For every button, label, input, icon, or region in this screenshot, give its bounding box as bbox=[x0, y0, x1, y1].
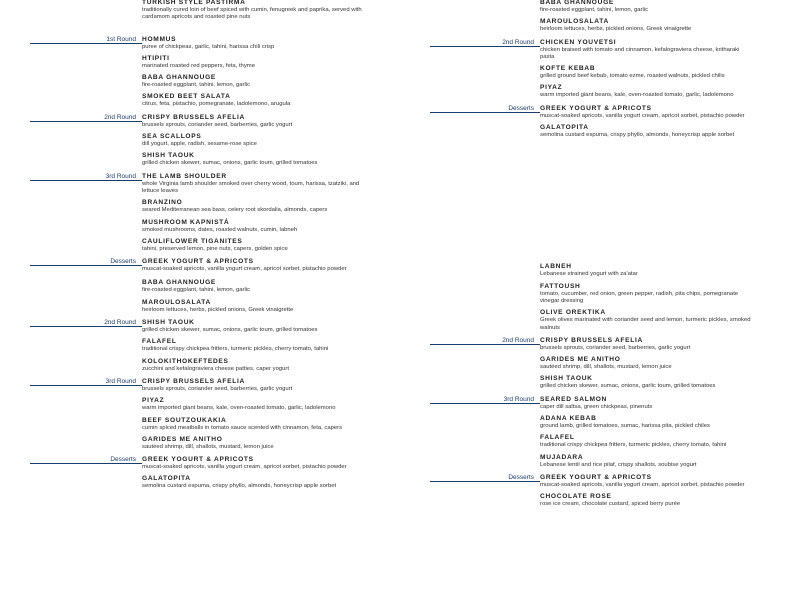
menu-section bbox=[502, 336, 752, 391]
menu-item bbox=[142, 93, 372, 108]
dish-description: puree of chickpeas, garlic, tahini, harissa chili crisp bbox=[142, 43, 275, 50]
dish-description: fire-roasted eggplant, tahini, lemon, garlic bbox=[142, 287, 251, 294]
dish-name: MAROULOSALATA bbox=[540, 18, 609, 26]
menu-item bbox=[142, 36, 372, 51]
dish-description: muscat-soaked apricots, vanilla yogurt cream, apricot sorbet, pistachio powder bbox=[142, 464, 347, 471]
dish-description: grilled chicken skewer, sumac, onions, garlic toum, grilled tomatoes bbox=[540, 383, 716, 390]
dish-name: GALATOPITA bbox=[540, 124, 589, 132]
dish-description: grilled chicken skewer, sumac, onions, garlic toum, grilled tomatoes bbox=[142, 327, 318, 334]
menu-item bbox=[142, 299, 372, 314]
menu-item bbox=[540, 396, 752, 411]
dish-description: seared Mediterranean sea bass, celery root skordalia, almonds, capers bbox=[142, 207, 328, 214]
dish-name: GALATOPITA bbox=[142, 475, 191, 483]
dish-description: muscat-soaked apricots, vanilla yogurt cream, apricot sorbet, pistachio powder bbox=[540, 112, 745, 119]
dish-description: Lebanese lentil and rice pilaf, crispy shallots, soubise yogurt bbox=[540, 461, 697, 468]
dish-name: SEA SCALLOPS bbox=[142, 133, 202, 141]
dish-description: semolina custard espuma, crispy phyllo, almonds, honeycrisp apple sorbet bbox=[540, 132, 735, 139]
dish-name: CAULIFLOWER TIGANITES bbox=[142, 237, 243, 245]
dish-description: traditionally cured loin of beef spiced with cumin, fenugreek and paprika, served with cardamom apricots and roasted pine nuts bbox=[142, 7, 362, 21]
dish-name: PIYAZ bbox=[540, 84, 563, 92]
dish-name: BABA GHANNOUGE bbox=[142, 279, 217, 287]
menu-item bbox=[540, 415, 752, 430]
dish-name: SHISH TAOUK bbox=[142, 319, 195, 327]
round-label: 3rd Round bbox=[105, 377, 136, 385]
round-label: 3rd Round bbox=[105, 172, 136, 180]
dish-description: Greek olives marinated with coriander seed and lemon, turmeric pickles, smoked walnuts bbox=[540, 317, 751, 331]
dish-name: BEEF SOUTZOUKAKIA bbox=[142, 416, 227, 424]
dish-description: brussels sprouts, coriander seed, barberries, garlic yogurt bbox=[142, 121, 293, 128]
menu-item bbox=[142, 199, 372, 214]
dish-description: dill yogurt, apple, radish, sesame-rose spice bbox=[142, 141, 257, 148]
menu-item bbox=[142, 74, 372, 89]
menu-item bbox=[540, 105, 752, 120]
round-label: 2nd Round bbox=[104, 113, 136, 121]
menu-item bbox=[540, 39, 752, 62]
menu-section bbox=[508, 104, 752, 140]
dish-name: SMOKED BEET SALATA bbox=[142, 93, 231, 101]
dish-name: GREEK YOGURT & APRICOTS bbox=[540, 473, 652, 481]
section-divider bbox=[30, 180, 142, 181]
menu-section bbox=[142, 279, 372, 314]
dish-description: whole Virginia lamb shoulder smoked over cherry wood, toum, harissa, tzatziki, and lettuce leaves bbox=[142, 180, 360, 194]
menu-item bbox=[540, 375, 752, 390]
menu-section bbox=[105, 377, 372, 451]
dish-name: KOFTE KEBAB bbox=[540, 65, 596, 73]
section-divider bbox=[30, 43, 142, 44]
section-divider bbox=[30, 326, 142, 327]
dish-description: heirloom lettuces, herbs, pickled onions, Greek vinaigrette bbox=[540, 26, 692, 33]
round-label: 3rd Round bbox=[503, 395, 534, 403]
menu-item bbox=[540, 124, 752, 139]
left-column bbox=[104, 0, 372, 496]
menu-section bbox=[110, 258, 372, 273]
menu-item bbox=[142, 133, 372, 148]
dish-name: FALAFEL bbox=[540, 434, 575, 442]
dish-description: rose ice cream, chocolate custard, spiced berry purée bbox=[540, 501, 681, 508]
menu-item bbox=[142, 475, 372, 490]
dish-description: heirloom lettuces, herbs, pickled onions, Greek vinaigrette bbox=[142, 306, 294, 313]
section-divider bbox=[430, 46, 540, 47]
menu-section bbox=[502, 38, 752, 100]
section-divider bbox=[430, 403, 540, 404]
dish-description: fire-roasted eggplant, tahini, lemon, garlic bbox=[142, 82, 251, 89]
menu-item bbox=[142, 279, 372, 294]
dish-description: muscat-soaked apricots, vanilla yogurt cream, apricot sorbet, pistachio powder bbox=[540, 481, 745, 488]
dish-name: GREEK YOGURT & APRICOTS bbox=[540, 104, 652, 112]
dish-description: cumin spiced meatballs in tomato sauce scented with cinnamon, feta, capers bbox=[142, 424, 343, 431]
menu-item bbox=[540, 493, 752, 508]
round-label: 2nd Round bbox=[104, 319, 136, 327]
menu-section bbox=[105, 172, 372, 253]
menu-item bbox=[142, 258, 372, 273]
dish-name: LABNEH bbox=[540, 263, 572, 271]
dish-description: chicken braised with tomato and cinnamon, kefalograviera cheese, kritharaki pasta bbox=[540, 46, 740, 60]
menu-item bbox=[540, 0, 752, 14]
dish-description: brussels sprouts, coriander seed, barberries, garlic yogurt bbox=[540, 344, 691, 351]
section-divider bbox=[430, 481, 540, 482]
dish-description: sautéed shrimp, dill, shallots, mustard, lemon juice bbox=[142, 443, 274, 450]
menu-item bbox=[142, 358, 372, 373]
dish-description: warm imported giant beans, kale, oven-roasted tomato, garlic, ladolemono bbox=[142, 405, 336, 412]
menu-item bbox=[142, 397, 372, 412]
dish-name: THE LAMB SHOULDER bbox=[142, 172, 227, 180]
dish-description: tahini, preserved lemon, pine nuts, capers, golden spice bbox=[142, 245, 288, 252]
dish-name: GREEK YOGURT & APRICOTS bbox=[142, 258, 254, 266]
dish-description: semolina custard espuma, crispy phyllo, almonds, honeycrisp apple sorbet bbox=[142, 483, 337, 490]
dish-name: SHISH TAOUK bbox=[142, 152, 195, 160]
dish-name: PIYAZ bbox=[142, 397, 165, 405]
round-label: 1st Round bbox=[106, 35, 136, 43]
dish-name: GARIDES ME ANITHO bbox=[540, 356, 621, 364]
menu-item bbox=[540, 356, 752, 371]
menu-section bbox=[104, 319, 372, 373]
dish-name: GREEK YOGURT & APRICOTS bbox=[142, 456, 254, 464]
dish-name: CHICKEN YOUVETSI bbox=[540, 38, 617, 46]
round-label: 2nd Round bbox=[502, 336, 534, 344]
dish-description: grilled chicken skewer, sumac, onions, garlic toum, grilled tomatoes bbox=[142, 160, 318, 167]
round-label: Desserts bbox=[110, 258, 136, 266]
dish-description: ground lamb, grilled tomatoes, sumac, harissa pita, pickled chiles bbox=[540, 423, 710, 430]
menu-section bbox=[110, 456, 372, 491]
dish-name: CRISPY BRUSSELS AFELIA bbox=[142, 113, 245, 121]
menu-item bbox=[540, 18, 752, 33]
dish-name: GARIDES ME ANITHO bbox=[142, 435, 223, 443]
dish-name: TURKISH STYLE PASTIRMA bbox=[142, 0, 246, 6]
dish-name: SHISH TAOUK bbox=[540, 375, 593, 383]
dish-description: traditional crispy chickpea fritters, turmeric pickles, cherry tomato, tahini bbox=[142, 346, 329, 353]
menu-item bbox=[540, 84, 752, 99]
dish-name: FATTOUSH bbox=[540, 282, 581, 290]
dish-name: BABA GHANNOUGE bbox=[540, 0, 615, 6]
menu-item bbox=[142, 238, 372, 253]
menu-item bbox=[540, 309, 752, 332]
dish-description: smoked mushrooms, dates, roasted walnuts, cumin, labneh bbox=[142, 226, 298, 233]
menu-item bbox=[142, 114, 372, 129]
menu-item bbox=[540, 263, 752, 278]
section-divider bbox=[430, 344, 540, 345]
menu-section bbox=[104, 113, 372, 168]
dish-name: MUJADARA bbox=[540, 453, 584, 461]
dish-description: brussels sprouts, coriander seed, barberries, garlic yogurt bbox=[142, 385, 293, 392]
dish-description: grilled ground beef kebab, tomato ezme, roasted walnuts, pickled chilis bbox=[540, 73, 725, 80]
right-column bbox=[502, 0, 752, 514]
menu-item bbox=[142, 319, 372, 334]
menu-item bbox=[142, 338, 372, 353]
dish-name: CRISPY BRUSSELS AFELIA bbox=[142, 377, 245, 385]
dish-name: MUSHROOM KAPNISTÁ bbox=[142, 218, 230, 226]
round-label: Desserts bbox=[508, 104, 534, 112]
dish-description: tomato, cucumber, red onion, green pepper, radish, pita chips, pomegranate vinegar dressing bbox=[540, 290, 739, 304]
menu-item bbox=[142, 417, 372, 432]
dish-name: SEARED SALMON bbox=[540, 395, 607, 403]
dish-description: Lebanese strained yogurt with za'atar bbox=[540, 271, 638, 278]
dish-description: fire-roasted eggplant, tahini, lemon, garlic bbox=[540, 7, 649, 13]
dish-name: ADANA KEBAB bbox=[540, 415, 597, 423]
menu-section bbox=[106, 35, 372, 109]
menu-item bbox=[540, 434, 752, 449]
section-divider bbox=[430, 112, 540, 113]
dish-name: MAROULOSALATA bbox=[142, 298, 211, 306]
dish-name: BABA GHANNOUGE bbox=[142, 74, 217, 82]
menu-item bbox=[142, 55, 372, 70]
dish-name: BRANZINO bbox=[142, 199, 183, 207]
menu-item bbox=[540, 337, 752, 352]
round-label: 2nd Round bbox=[502, 38, 534, 46]
dish-description: citrus, feta, pistachio, pomegranate, ladolemono, arugula bbox=[142, 101, 291, 108]
left-top-section bbox=[142, 0, 372, 22]
menu-item bbox=[142, 219, 372, 234]
dish-name: HOMMUS bbox=[142, 35, 177, 43]
menu-item bbox=[540, 474, 752, 489]
section-divider bbox=[30, 463, 142, 464]
right-top-section bbox=[540, 0, 752, 34]
dish-description: sautéed shrimp, dill, shallots, mustard, lemon juice bbox=[540, 364, 672, 371]
dish-name: OLIVE OREKTIKA bbox=[540, 309, 606, 317]
menu-item bbox=[142, 0, 372, 22]
dish-name: FALAFEL bbox=[142, 338, 177, 346]
dish-description: traditional crispy chickpea fritters, turmeric pickles, cherry tomato, tahini bbox=[540, 442, 727, 449]
dish-description: warm imported giant beans, kale, oven-roasted tomato, garlic, ladolemono bbox=[540, 92, 734, 99]
menu-item bbox=[142, 152, 372, 167]
menu-section bbox=[540, 263, 752, 331]
menu-item bbox=[142, 378, 372, 393]
section-divider bbox=[30, 121, 142, 122]
menu-item bbox=[142, 436, 372, 451]
menu-item bbox=[540, 454, 752, 469]
dish-description: muscat-soaked apricots, vanilla yogurt cream, apricot sorbet, pistachio powder bbox=[142, 266, 347, 273]
round-label: Desserts bbox=[508, 473, 534, 481]
menu-item bbox=[540, 283, 752, 306]
dish-name: KOLOKITHOKEFTEDES bbox=[142, 357, 229, 365]
dish-name: CHOCOLATE ROSE bbox=[540, 493, 612, 501]
dish-name: HTIPITI bbox=[142, 54, 170, 62]
round-label: Desserts bbox=[110, 456, 136, 464]
dish-description: marinated roasted red peppers, feta, thyme bbox=[142, 62, 255, 69]
menu-item bbox=[540, 65, 752, 80]
dish-name: CRISPY BRUSSELS AFELIA bbox=[540, 336, 643, 344]
menu-section bbox=[508, 473, 752, 509]
menu-item bbox=[142, 456, 372, 471]
dish-description: caper dill saltsa, green chickpeas, pinenuts bbox=[540, 403, 653, 410]
section-divider bbox=[30, 385, 142, 386]
menu-item bbox=[142, 173, 372, 196]
dish-description: zucchini and kefalograviera cheese patties, caper yogurt bbox=[142, 365, 290, 372]
section-divider bbox=[30, 265, 142, 266]
menu-section bbox=[503, 395, 752, 469]
